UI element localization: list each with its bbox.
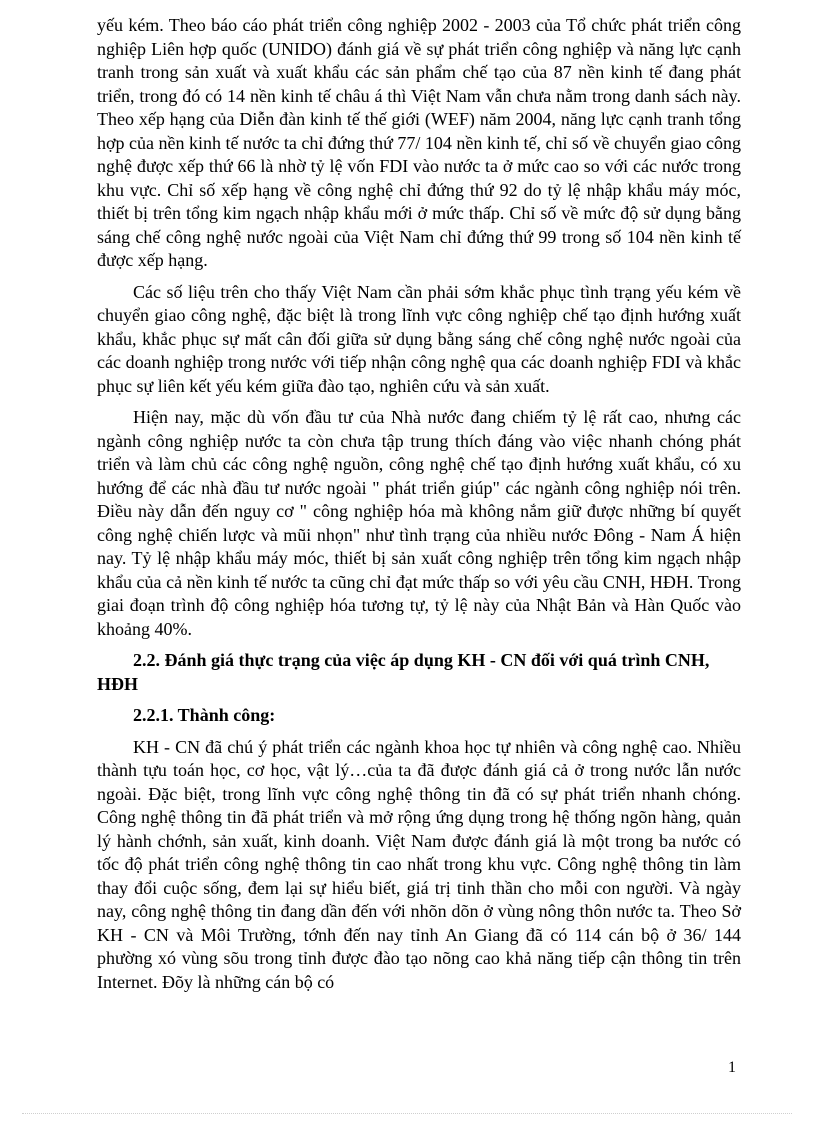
page-body <box>97 14 741 1002</box>
section-heading-2-2-1: 2.2.1. Thành công: <box>133 705 276 725</box>
paragraph-success: KH - CN đã chú ý phát triển các ngành khoa học tự nhiên và công nghệ cao. Nhiều thành tựu toán học, cơ học, vật lý…của ta đã được đánh giá cả ở trong nước lẫn nước ngoài. Đặc biệt, trong lĩnh vực công nghệ thông tin đã có sự phát triển nhanh chóng. Công nghệ thông tin đã phát triển và mở rộng ứng dụng trong hệ thống ngõn hàng, quản lý hành chớnh, sản xuất, kinh doanh. Việt Nam được đánh giá là một trong ba nước có tốc độ phát triển công nghệ thông tin cao nhất trong khu vực. Công nghệ thông tin làm thay đổi cuộc sống, đem lại sự hiểu biết, giá trị tinh thần cho mỗi con người. Và ngày nay, công nghệ thông tin đang dần đến với nhõn dõn ở vùng nông thôn nước ta. Theo Sở KH - CN và Môi Trường, tớnh đến nay tỉnh An Giang đã có 114 cán bộ ở 36/ 144 phường xó vùng sõu trong tỉnh được đào tạo nõng cao khả năng tiếp cận thông tin trên Internet. Đõy là những cán bộ có <box>97 736 741 992</box>
paragraph-technology-transfer: Các số liệu trên cho thấy Việt Nam cần phải sớm khắc phục tình trạng yếu kém về chuyển giao công nghệ, đặc biệt là trong lĩnh vực công nghiệp chế tạo định hướng xuất khẩu, khắc phục sự mất cân đối giữa sử dụng bằng sáng chế công nghệ nước ngoài của các doanh nghiệp trong nước với tiếp nhận công nghệ qua các doanh nghiệp FDI và khắc phục sự liên kết yếu kém giữa đào tạo, nghiên cứu và sản xuất. <box>97 281 741 396</box>
paragraph-investment: Hiện nay, mặc dù vốn đầu tư của Nhà nước đang chiếm tỷ lệ rất cao, nhưng các ngành công nghiệp nước ta còn chưa tập trung thích đáng vào việc nhanh chóng phát triển và làm chủ các công nghệ nguồn, công nghệ chế tạo định hướng xuất khẩu, có xu hướng để các nhà đầu tư nước ngoài " phát triển giúp" các ngành công nghiệp nói trên. Điều này dẫn đến nguy cơ " công nghiệp hóa mà không nắm giữ được những bí quyết công nghệ chiến lược và mũi nhọn" như tình trạng của nhiều nước Đông - Nam Á hiện nay. Tỷ lệ nhập khẩu máy móc, thiết bị sản xuất công nghiệp trên tổng kim ngạch nhập khẩu của cả nền kinh tế nước ta cũng chỉ đạt mức thấp so với yêu cầu CNH, HĐH. Trong giai đoạn trình độ công nghiệp hóa tương tự, tỷ lệ này của Nhật Bản và Hàn Quốc vào khoảng 40%. <box>97 407 741 639</box>
page-bottom-divider <box>22 1113 792 1114</box>
paragraph-continuation: yếu kém. Theo báo cáo phát triển công nghiệp 2002 - 2003 của Tổ chức phát triển công nghiệp Liên hợp quốc (UNIDO) đánh giá về sự phát triển công nghiệp và năng lực cạnh tranh trong sản xuất và xuất khẩu các sản phẩm chế tạo của 87 nền kinh tế đang phát triển, trong đó có 14 nền kinh tế châu á thì Việt Nam vẫn chưa nằm trong danh sách này. Theo xếp hạng của Diễn đàn kinh tế thế giới (WEF) năm 2004, năng lực cạnh tranh tổng hợp của nền kinh tế nước ta chỉ đứng thứ 77/ 104 nền kinh tế, chỉ số về chuyển giao công nghệ được xếp thứ 66 là nhờ tỷ lệ vốn FDI vào nước ta ở mức cao so với các nước trong khu vực. Chỉ số xếp hạng về công nghệ chỉ đứng thứ 92 do tỷ lệ nhập khẩu máy móc, thiết bị trên tổng kim ngạch nhập khẩu mới ở mức thấp. Chỉ số về mức độ sử dụng bằng sáng chế công nghệ nước ngoài của Việt Nam chỉ đứng thứ 99 trong số 104 nền kinh tế được xếp hạng. <box>97 15 741 270</box>
page-number: 1 <box>728 1059 736 1076</box>
section-heading-2-2: 2.2. Đánh giá thực trạng của việc áp dụng KH - CN đối với quá trình CNH, HĐH <box>97 650 710 694</box>
